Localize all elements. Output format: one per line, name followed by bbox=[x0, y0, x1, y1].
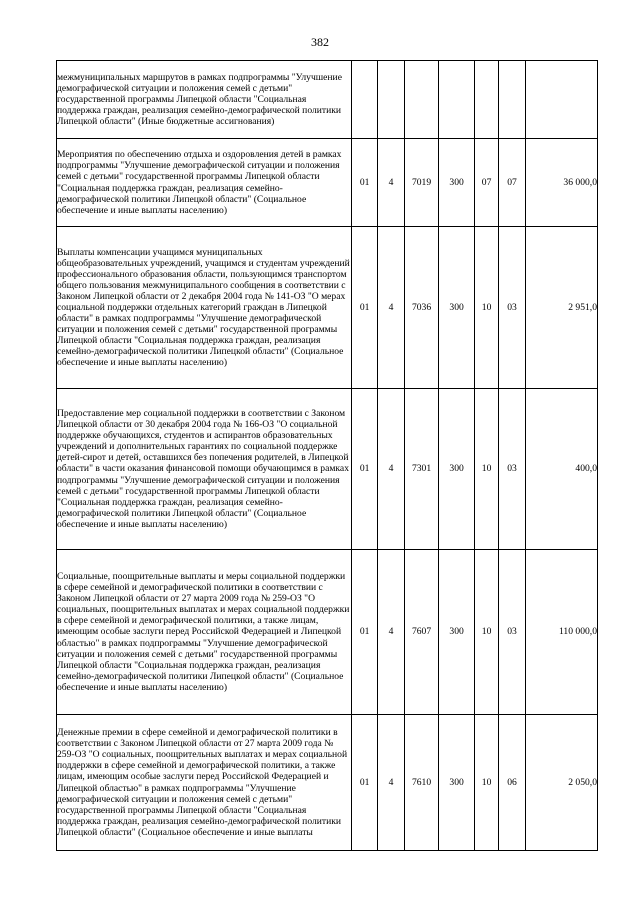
table-row bbox=[57, 550, 598, 715]
expense-type-code: 300 bbox=[439, 389, 475, 550]
direction-code: 7610 bbox=[404, 715, 439, 851]
program-code: 01 bbox=[351, 227, 377, 389]
section-code: 10 bbox=[474, 550, 498, 715]
amount-cell: 110 000,0 bbox=[525, 550, 597, 715]
expense-type-code: 300 bbox=[439, 227, 475, 389]
expense-type-code bbox=[439, 61, 475, 139]
expense-type-code: 300 bbox=[439, 550, 475, 715]
subsection-code: 03 bbox=[499, 227, 525, 389]
direction-code: 7301 bbox=[404, 389, 439, 550]
amount-cell: 2 951,0 bbox=[525, 227, 597, 389]
expense-type-code: 300 bbox=[439, 139, 475, 227]
row-description: Денежные премии в сфере семейной и демографической политики в соответствии с Законом Липецкой области от 27 марта 2009 года № 259-ОЗ "О социальных, поощрительных выплатах и мерах социальной поддержки в сфере семейной и демографической политики, а также лицам, имеющим особые заслуги перед Российской Федерацией и Липецкой областью" в рамках подпрограммы "Улучшение демографической ситуации и положения семей с детьми" государственной программы Липецкой области "Социальная поддержка граждан, реализация семейно-демографической политики Липецкой области" (Социальное обеспечение и иные выплаты bbox=[57, 715, 352, 851]
amount-cell: 400,0 bbox=[525, 389, 597, 550]
expense-type-code: 300 bbox=[439, 715, 475, 851]
row-description: Социальные, поощрительные выплаты и меры социальной поддержки в сфере семейной и демографической политики в соответствии с Законом Липецкой области от 27 марта 2009 года № 259-ОЗ "О социальных, поощрительных выплатах и мерах социальной поддержки в сфере семейной и демографической политики, а также лицам, имеющим особые заслуги перед Российской Федерацией и Липецкой областью" в рамках подпрограммы "Улучшение демографической ситуации и положения семей с детьми" государственной программы Липецкой области "Социальная поддержка граждан, реализация семейно-демографической политики Липецкой области" (Социальное обеспечение и иные выплаты населению) bbox=[57, 550, 352, 715]
table-row bbox=[57, 389, 598, 550]
table-row bbox=[57, 227, 598, 389]
row-description: Предоставление мер социальной поддержки в соответствии с Законом Липецкой области от 30 декабря 2004 года № 166-ОЗ "О социальной поддержке обучающихся, студентов и аспирантов образовательных учреждений и дополнительных гарантиях по социальной поддержке детей-сирот и детей, оставшихся без попечения родителей, в Липецкой области" в части оказания финансовой помощи обучающимся в рамках подпрограммы "Улучшение демографической ситуации и положения семей с детьми" государственной программы Липецкой области "Социальная поддержка граждан, реализация семейно-демографической политики Липецкой области" (Социальное обеспечение и иные выплаты населению) bbox=[57, 389, 352, 550]
subprogram-code: 4 bbox=[378, 715, 404, 851]
subprogram-code: 4 bbox=[378, 227, 404, 389]
row-description: межмуниципальных маршрутов в рамках подпрограммы "Улучшение демографической ситуации и положения семей с детьми" государственной программы Липецкой области "Социальная поддержка граждан, реализация семейно-демографической политики Липецкой области" (Иные бюджетные ассигнования) bbox=[57, 61, 352, 139]
program-code: 01 bbox=[351, 139, 377, 227]
subsection-code: 06 bbox=[499, 715, 525, 851]
subsection-code: 07 bbox=[499, 139, 525, 227]
table-row bbox=[57, 715, 598, 851]
section-code: 10 bbox=[474, 715, 498, 851]
subsection-code bbox=[499, 61, 525, 139]
program-code bbox=[351, 61, 377, 139]
direction-code: 7019 bbox=[404, 139, 439, 227]
section-code: 10 bbox=[474, 389, 498, 550]
table-row bbox=[57, 139, 598, 227]
direction-code: 7036 bbox=[404, 227, 439, 389]
program-code: 01 bbox=[351, 550, 377, 715]
row-description: Выплаты компенсации учащимся муниципальных общеобразовательных учреждений, учащимся и студентам учреждений профессионального образования области, пользующимся транспортом общего пользования межмуниципального сообщения в соответствии с Законом Липецкой области от 2 декабря 2004 года № 141-ОЗ "О мерах социальной поддержки отдельных категорий граждан в Липецкой области" в рамках подпрограммы "Улучшение демографической ситуации и положения семей с детьми" государственной программы Липецкой области "Социальная поддержка граждан, реализация семейно-демографической политики Липецкой области" (Социальное обеспечение и иные выплаты населению) bbox=[57, 227, 352, 389]
section-code bbox=[474, 61, 498, 139]
page-number: 382 bbox=[311, 35, 329, 49]
direction-code: 7607 bbox=[404, 550, 439, 715]
subprogram-code: 4 bbox=[378, 550, 404, 715]
subsection-code: 03 bbox=[499, 389, 525, 550]
subprogram-code bbox=[378, 61, 404, 139]
subprogram-code: 4 bbox=[378, 389, 404, 550]
row-description: Мероприятия по обеспечению отдыха и оздоровления детей в рамках подпрограммы "Улучшение демографической ситуации и положения семей с детьми" государственной программы Липецкой области "Социальная поддержка граждан, реализация семейно-демографической политики Липецкой области" (Социальное обеспечение и иные выплаты населению) bbox=[57, 139, 352, 227]
direction-code bbox=[404, 61, 439, 139]
section-code: 07 bbox=[474, 139, 498, 227]
section-code: 10 bbox=[474, 227, 498, 389]
subsection-code: 03 bbox=[499, 550, 525, 715]
amount-cell: 2 050,0 bbox=[525, 715, 597, 851]
subprogram-code: 4 bbox=[378, 139, 404, 227]
budget-table bbox=[56, 60, 598, 851]
amount-cell: 36 000,0 bbox=[525, 139, 597, 227]
program-code: 01 bbox=[351, 715, 377, 851]
program-code: 01 bbox=[351, 389, 377, 550]
amount-cell bbox=[525, 61, 597, 139]
table-row bbox=[57, 61, 598, 139]
